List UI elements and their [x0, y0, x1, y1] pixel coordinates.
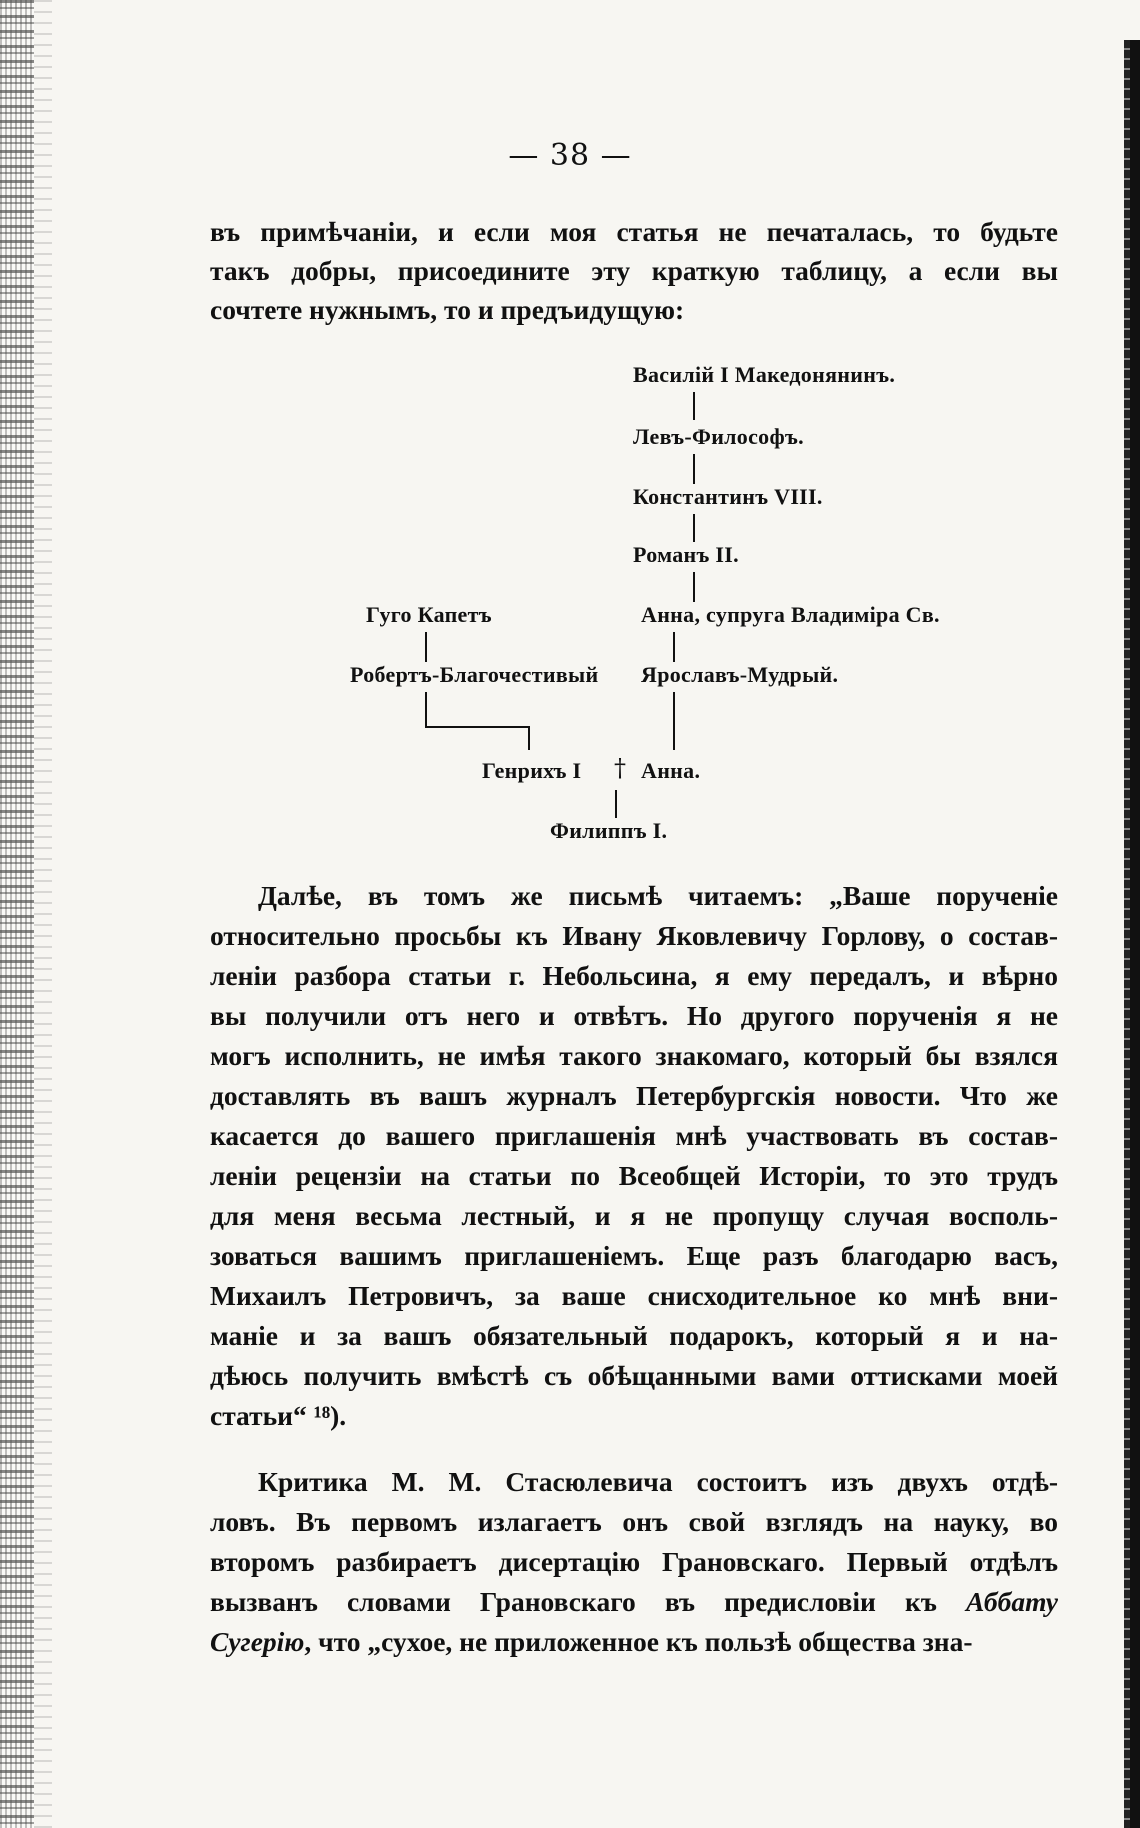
tree-connector — [693, 392, 695, 420]
tree-node-yaroslav: Ярославъ-Мудрый. — [641, 662, 839, 687]
critique-line — [210, 1582, 1058, 1622]
letter-line: леніи рецензіи на статьи по Всеобщей Исторіи, то это трудъ — [210, 1160, 1058, 1191]
letter-line: для меня весьма лестный, и я не пропущу случая восполь- — [210, 1200, 1058, 1231]
tree-node-anna: Анна. — [641, 758, 701, 783]
tree-node-henry: Генрихъ I — [482, 758, 582, 783]
tree-connector — [693, 514, 695, 542]
tree-connector — [693, 572, 695, 602]
italic-title-part2: Сугерію — [210, 1626, 305, 1657]
critique-line: второмъ разбираетъ дисертацію Грановскаго. Первый отдѣлъ — [210, 1546, 1058, 1577]
letter-line: вы получили отъ него и отвѣтъ. Но другого порученія я не — [210, 1000, 1058, 1031]
letter-line: зоваться вашимъ приглашеніемъ. Еще разъ благодарю васъ, — [210, 1240, 1058, 1271]
critique-line: ловъ. Въ первомъ излагаетъ онъ свой взглядъ на науку, во — [210, 1506, 1058, 1537]
tree-connector — [693, 454, 695, 484]
intro-line: сочтете нужнымъ, то и предъидущую: — [210, 294, 685, 325]
letter-paragraph — [210, 876, 1058, 1436]
tree-node-philip: Филиппъ I. — [550, 818, 668, 843]
italic-title-part1: Аббату — [965, 1586, 1059, 1617]
letter-line: маніе и за вашъ обязательный подарокъ, который я и на- — [210, 1320, 1058, 1351]
tree-node-roman: Романъ II. — [633, 542, 739, 567]
letter-line: касается до вашего приглашенія мнѣ участвовать въ состав- — [210, 1120, 1058, 1151]
letter-line: доставлять въ вашъ журналъ Петербургскія новости. Что же — [210, 1080, 1058, 1111]
tree-node-vasily: Василій I Македонянинъ. — [633, 362, 896, 387]
intro-line: въ примѣчаніи, и если моя статья не печаталась, то будьте — [210, 216, 1058, 247]
tree-node-hugo: Гуго Капетъ — [366, 602, 492, 627]
tree-node-konstantin: Константинъ VIII. — [633, 484, 823, 509]
tree-node-robert: Робертъ-Благочестивый — [350, 662, 599, 687]
tree-node-anna-vladimir: Анна, супруга Владиміра Св. — [641, 602, 940, 627]
letter-line: Михаилъ Петровичъ, за ваше снисходительное ко мнѣ вни- — [210, 1280, 1058, 1311]
letter-line: дѣюсь получить вмѣстѣ съ обѣщанными вами оттисками моей — [210, 1360, 1058, 1391]
letter-line: леніи разбора статьи г. Небольсина, я ему передалъ, и вѣрно — [210, 960, 1058, 991]
letter-line: могъ исполнить, не имѣя такого знакомаго, который бы взялся — [210, 1040, 1058, 1071]
critique-line: Критика М. М. Стасюлевича состоитъ изъ двухъ отдѣ- — [258, 1466, 1058, 1497]
marriage-symbol: † — [614, 754, 626, 782]
page-number: — 38 — — [508, 138, 632, 173]
critique-line — [210, 1622, 1058, 1662]
tree-connector — [425, 692, 427, 726]
letter-line: Далѣе, въ томъ же письмѣ читаемъ: „Ваше порученіе — [258, 880, 1058, 911]
tree-connector — [528, 726, 530, 750]
tree-connector — [673, 632, 675, 662]
tree-node-lev: Левъ-Философъ. — [633, 424, 804, 449]
letter-line: статьи“ ¹⁸). — [210, 1400, 347, 1431]
tree-connector — [425, 726, 530, 728]
critique-paragraph — [210, 1462, 1058, 1662]
intro-line: такъ добры, присоедините эту краткую таблицу, а если вы — [210, 255, 1058, 286]
critique-line-text: вызванъ словами Грановскаго въ предисловіи къ — [210, 1586, 937, 1617]
tree-connector — [673, 692, 675, 750]
letter-line: относительно просьбы къ Ивану Яковлевичу Горлову, о состав- — [210, 920, 1058, 951]
tree-connector — [425, 632, 427, 662]
critique-line-text: , что „сухое, не приложенное къ пользѣ общества зна- — [304, 1626, 973, 1657]
tree-connector — [615, 790, 617, 818]
